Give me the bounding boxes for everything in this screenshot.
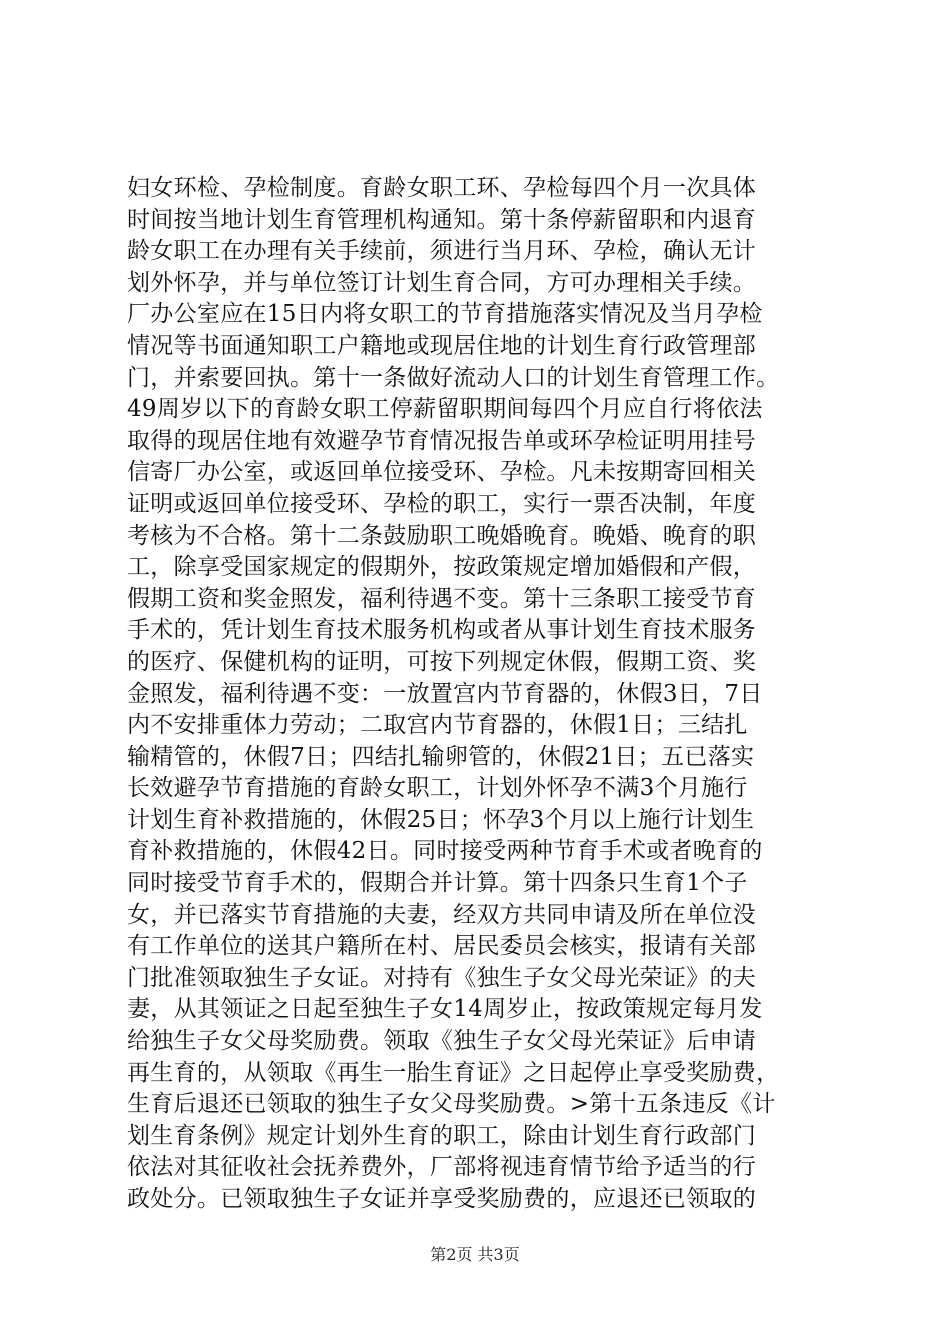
text-line: 计划生育补救措施的，休假25日；怀孕3个月以上施行计划生	[127, 806, 755, 833]
text-line: 妻，从其领证之日起至独生子女14周岁止，按政策规定每月发	[127, 996, 763, 1023]
text-line: 划生育条例》规定计划外生育的职工，除由计划生育行政部门	[127, 1122, 757, 1149]
text-line: 生育后退还已领取的独生子女父母奖励费。>第十五条违反《计	[127, 1091, 776, 1118]
text-line: 政处分。已领取独生子女证并享受奖励费的，应退还已领取的	[127, 1186, 757, 1212]
text-line: 育补救措施的，休假42日。同时接受两种节育手术或者晚育的	[127, 838, 763, 865]
text-line: 同时接受节育手术的，假期合并计算。第十四条只生育1个子	[127, 870, 748, 897]
text-line: 门批准领取独生子女证。对持有《独生子女父母光荣证》的夫	[127, 964, 757, 991]
text-line: 给独生子女父母奖励费。领取《独生子女父母光荣证》后申请	[127, 1028, 757, 1055]
text-line: 有工作单位的送其户籍所在村、居民委员会核实，报请有关部	[127, 933, 757, 960]
text-line: 工，除享受国家规定的假期外，按政策规定增加婚假和产假，	[127, 554, 757, 581]
text-line: 信寄厂办公室，或返回单位接受环、孕检。凡未按期寄回相关	[127, 459, 757, 486]
text-line: 时间按当地计划生育管理机构通知。第十条停薪留职和内退育	[127, 206, 757, 233]
text-line: 妇女环检、孕检制度。育龄女职工环、孕检每四个月一次具体	[127, 175, 757, 201]
page-footer	[0, 1242, 950, 1265]
text-line: 手术的，凭计划生育技术服务机构或者从事计划生育技术服务	[127, 617, 757, 644]
text-line: 内不安排重体力劳动；二取宫内节育器的，休假1日；三结扎	[127, 712, 748, 739]
document-body	[127, 173, 827, 1216]
page-number-label: 第2页 共3页	[430, 1245, 520, 1264]
text-line: 再生育的，从领取《再生一胎生育证》之日起停止享受奖励费，	[127, 1059, 780, 1086]
text-line: 取得的现居住地有效避孕节育情况报告单或环孕检证明用挂号	[127, 427, 757, 454]
text-line: 依法对其征收社会抚养费外，厂部将视违育情节给予适当的行	[127, 1154, 757, 1181]
text-line: 门，并索要回执。第十一条做好流动人口的计划生育管理工作。	[127, 364, 780, 391]
text-line: 划外怀孕，并与单位签订计划生育合同，方可办理相关手续。	[127, 269, 757, 296]
text-line: 龄女职工在办理有关手续前，须进行当月环、孕检，确认无计	[127, 238, 757, 265]
text-line: 女，并已落实节育措施的夫妻，经双方共同申请及所在单位没	[127, 901, 757, 928]
text-line: 的医疗、保健机构的证明，可按下列规定休假，假期工资、奖	[127, 648, 757, 675]
text-line: 假期工资和奖金照发，福利待遇不变。第十三条职工接受节育	[127, 585, 757, 612]
text-line: 厂办公室应在15日内将女职工的节育措施落实情况及当月孕检	[127, 301, 763, 328]
text-line: 长效避孕节育措施的育龄女职工，计划外怀孕不满3个月施行	[127, 775, 748, 802]
text-line: 情况等书面通知职工户籍地或现居住地的计划生育行政管理部	[127, 332, 757, 359]
text-line: 输精管的，休假7日；四结扎输卵管的，休假21日；五已落实	[127, 743, 755, 770]
text-line: 考核为不合格。第十二条鼓励职工晚婚晚育。晚婚、晚育的职	[127, 522, 757, 549]
text-line: 金照发，福利待遇不变：一放置宫内节育器的，休假3日，7日	[127, 680, 763, 707]
text-line: 49周岁以下的育龄女职工停薪留职期间每四个月应自行将依法	[127, 396, 763, 423]
text-line: 证明或返回单位接受环、孕检的职工，实行一票否决制，年度	[127, 490, 757, 517]
